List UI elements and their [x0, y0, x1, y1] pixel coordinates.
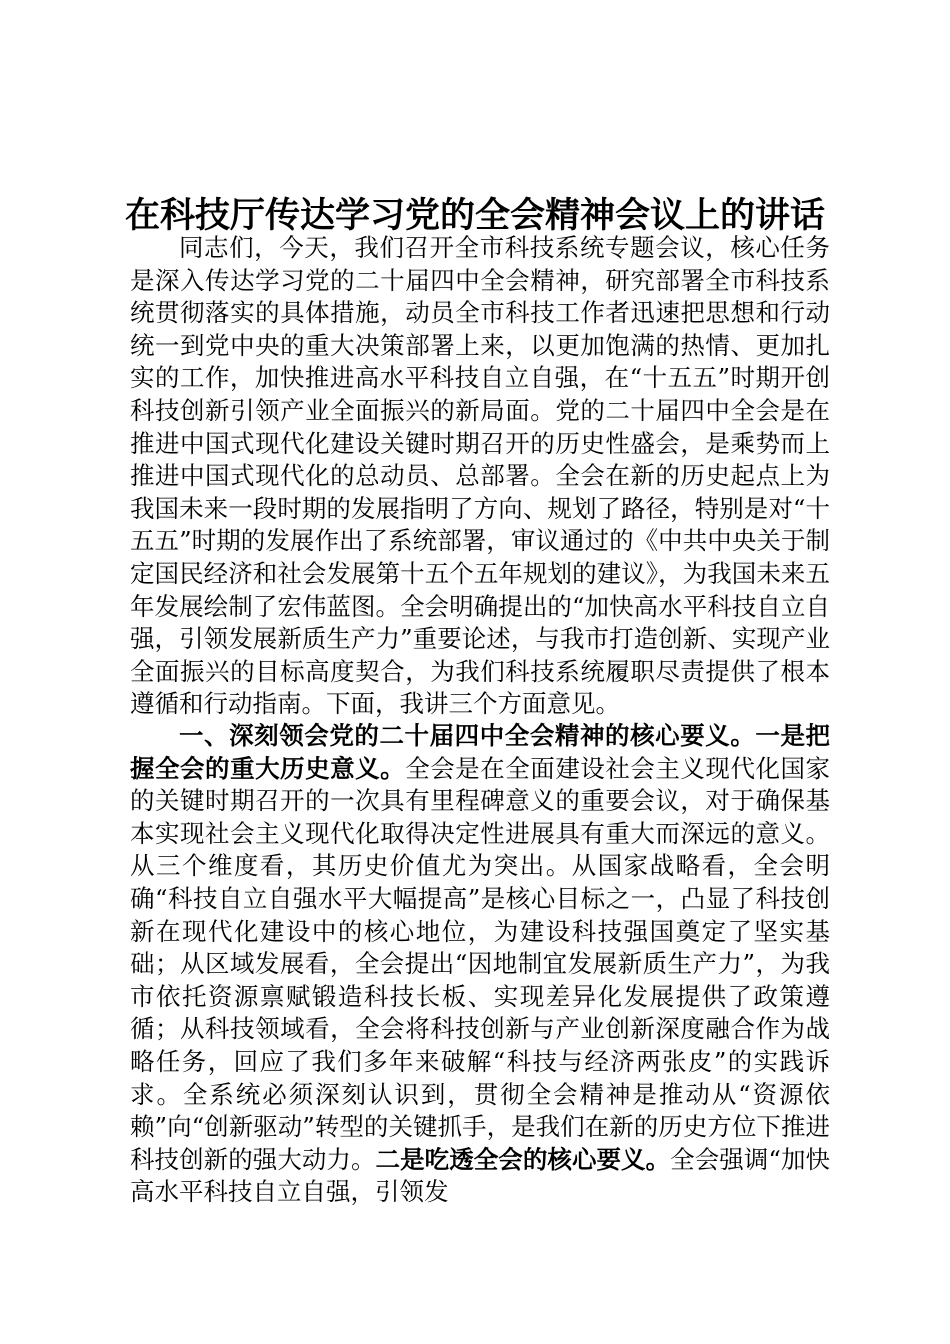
point-two-heading: 二是吃透全会的核心要义。 — [375, 1144, 671, 1174]
section-one-paragraph — [130, 720, 830, 1209]
point-two-text: 全会强调“加快高水平科技自立自强，引领发 — [130, 1144, 831, 1207]
point-one-text: 全会是在全面建设社会主义现代化国家的关键时期召开的一次具有里程碑意义的重要会议，对于确保基本实现社会主义现代化取得决定性进展具有重大而深远的意义。从三个维度看，其历史价值尤为突出。从国家战略看，全会明确“科技自立自强水平大幅提高”是核心目标之一，凸显了科技创新在现代化建设中的核心地位，为建设科技强国奠定了坚实基础；从区域发展看，全会提出“因地制宜发展新质生产力”，为我市依托资源禀赋锻造科技长板、实现差异化发展提供了政策遵循；从科技领域看，全会将科技创新与产业创新深度融合作为战略任务，回应了我们多年来破解“科技与经济两张皮”的实践诉求。全系统必须深刻认识到，贯彻全会精神是推动从“资源依赖”向“创新驱动”转型的关键抓手，是我们在新的历史方位下推进科技创新的强大动力。 — [130, 753, 830, 1174]
point-one-heading: 一是把握全会的重大历史意义。 — [130, 721, 831, 783]
section-one-heading: 一、深刻领会党的二十届四中全会精神的核心要义。 — [179, 721, 756, 750]
page-title: 在科技厅传达学习党的全会精神会议上的讲话 — [124, 195, 825, 237]
intro-paragraph: 同志们，今天，我们召开全市科技系统专题会议，核心任务是深入传达学习党的二十届四中全会精神，研究部署全市科技系统贯彻落实的具体措施，动员全市科技工作者迅速把思想和行动统一到党中央的重大决策部署上来，以更加饱满的热情、更加扎实的工作，加快推进高水平科技自立自强，在“十五五”时期开创科技创新引领产业全面振兴的新局面。党的二十届四中全会是在推进中国式现代化建设关键时期召开的历史性盛会，是乘势而上推进中国式现代化的总动员、总部署。全会在新的历史起点上为我国未来一段时期的发展指明了方向、规划了路径，特别是对“十五五”时期的发展作出了系统部署，审议通过的《中共中央关于制定国民经济和社会发展第十五个五年规划的建议》，为我国未来五年发展绘制了宏伟蓝图。全会明确提出的“加快高水平科技自立自强，引领发展新质生产力”重要论述，与我市打造创新、实现产业全面振兴的目标高度契合，为我们科技系统履职尽责提供了根本遵循和行动指南。下面，我讲三个方面意见。 — [130, 233, 830, 719]
